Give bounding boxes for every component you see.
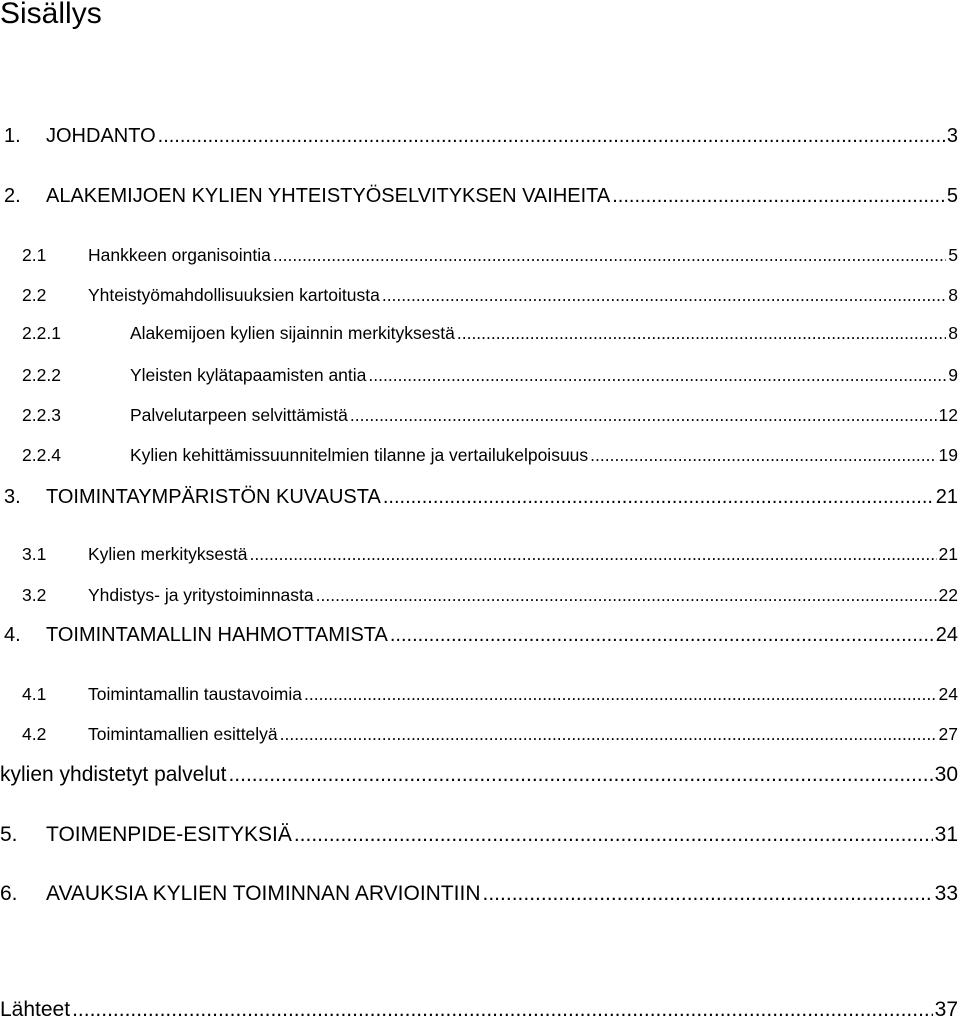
toc-entry-page: 3 (946, 125, 958, 147)
toc-entry-number: 2.2 (22, 285, 47, 305)
dot-leader (382, 285, 946, 306)
toc-entry-title: JOHDANTO (46, 125, 156, 147)
toc-entry-page: 31 (934, 823, 958, 846)
dot-leader (483, 882, 933, 906)
toc-entry-kylien-merkityksesta[interactable] (0, 544, 958, 565)
toc-entry-title: Lähteet (0, 998, 71, 1021)
toc-entry-page: 21 (935, 486, 958, 508)
toc-entry-toimenpide-esityksia[interactable] (0, 823, 958, 847)
toc-entry-number: 2.2.4 (22, 445, 61, 465)
toc-entry-number: 4.1 (22, 684, 47, 704)
toc-entry-page: 8 (948, 285, 958, 305)
toc-entry-title: TOIMINTAMALLIN HAHMOTTAMISTA (46, 624, 388, 646)
toc-entry-number: 6. (0, 882, 18, 905)
toc-entry-page: 27 (938, 724, 958, 744)
dot-leader (273, 245, 946, 266)
toc-entry-page: 21 (938, 544, 958, 564)
toc-entry-number: 3. (4, 486, 21, 508)
dot-leader (368, 365, 946, 386)
toc-entry-organisointia[interactable] (0, 245, 958, 266)
toc-entry-title: TOIMINTAYMPÄRISTÖN KUVAUSTA (46, 486, 381, 508)
dot-leader (383, 486, 934, 509)
toc-entry-number: 2.2.3 (22, 405, 61, 425)
toc-entry-title: Yleisten kylätapaamisten antia (130, 365, 367, 385)
toc-entry-number: 2. (4, 185, 21, 207)
toc-entry-page: 8 (948, 323, 958, 343)
toc-entry-title: Yhteistyömahdollisuuksien kartoitusta (88, 285, 380, 305)
toc-entry-page: 19 (938, 445, 958, 465)
dot-leader (390, 624, 934, 647)
toc-entry-kartoitusta[interactable] (0, 285, 958, 306)
toc-entry-page: 33 (934, 882, 958, 905)
toc-entry-page: 22 (938, 585, 958, 605)
toc-entry-number: 3.1 (22, 544, 47, 564)
toc-entry-title: Palvelutarpeen selvittämistä (130, 405, 348, 425)
toc-entry-number: 2.1 (22, 245, 47, 265)
dot-leader (294, 823, 933, 847)
toc-entry-kehittamissuunnitelmien[interactable] (0, 445, 958, 466)
dot-leader (304, 684, 937, 705)
dot-leader (228, 763, 932, 787)
toc-entry-yhdistetyt-palvelut[interactable] (0, 763, 958, 787)
toc-entry-page: 24 (935, 624, 958, 646)
toc-entry-kylatapaamisten[interactable] (0, 365, 958, 386)
toc-entry-title: Yhdistys- ja yritystoiminnasta (88, 585, 314, 605)
dot-leader (158, 125, 945, 148)
toc-entry-esittelya[interactable] (0, 724, 958, 745)
toc-entry-title: ALAKEMIJOEN KYLIEN YHTEISTYÖSELVITYKSEN VAIHEITA (46, 185, 611, 207)
dot-leader (457, 323, 946, 344)
toc-entry-number: 2.2.2 (22, 365, 61, 385)
dot-leader (612, 185, 945, 208)
dot-leader (280, 724, 937, 745)
dot-leader (590, 445, 936, 466)
toc-entry-page: 37 (934, 998, 958, 1021)
toc-entry-toimintamallin[interactable] (0, 624, 958, 647)
toc-entry-title: Toimintamallin taustavoimia (88, 684, 302, 704)
dot-leader (316, 585, 937, 606)
toc-entry-number: 2.2.1 (22, 323, 61, 343)
toc-entry-title: Alakemijoen kylien sijainnin merkityksestä (130, 323, 455, 343)
toc-entry-vaiheita[interactable] (0, 185, 958, 208)
toc-entry-toimintaympariston[interactable] (0, 486, 958, 509)
toc-entry-page: 12 (938, 405, 958, 425)
toc-entry-sijainnin[interactable] (0, 323, 958, 344)
toc-entry-title: Kylien kehittämissuunnitelmien tilanne ja vertailukelpoisuus (130, 445, 589, 465)
toc-entry-number: 3.2 (22, 585, 47, 605)
toc-entry-johdanto[interactable] (0, 125, 958, 148)
toc-entry-yhdistys[interactable] (0, 585, 958, 606)
toc-entry-title: Kylien merkityksestä (88, 544, 248, 564)
toc-entry-title: AVAUKSIA KYLIEN TOIMINNAN ARVIOINTIIN (46, 882, 481, 905)
page-title: Sisällys (0, 0, 102, 30)
toc-entry-page: 9 (948, 365, 958, 385)
toc-entry-number: 1. (4, 125, 21, 147)
toc-entry-number: 4. (4, 624, 21, 646)
dot-leader (72, 998, 933, 1022)
toc-entry-palvelutarpeen[interactable] (0, 405, 958, 426)
toc-entry-page: 5 (948, 245, 958, 265)
toc-entry-title: TOIMENPIDE-ESITYKSIÄ (46, 823, 292, 846)
toc-entry-arviointiin[interactable] (0, 882, 958, 906)
toc-entry-page: 5 (946, 185, 958, 207)
dot-leader (250, 544, 937, 565)
toc-entry-lahteet[interactable] (0, 998, 958, 1022)
toc-entry-page: 30 (934, 763, 958, 786)
toc-entry-title: Toimintamallien esittelyä (88, 724, 278, 744)
toc-entry-taustavoimia[interactable] (0, 684, 958, 705)
toc-entry-title: kylien yhdistetyt palvelut (0, 763, 227, 786)
toc-entry-title: Hankkeen organisointia (88, 245, 271, 265)
toc-entry-number: 5. (0, 823, 18, 846)
toc-entry-page: 24 (938, 684, 958, 704)
dot-leader (350, 405, 937, 426)
toc-entry-number: 4.2 (22, 724, 47, 744)
